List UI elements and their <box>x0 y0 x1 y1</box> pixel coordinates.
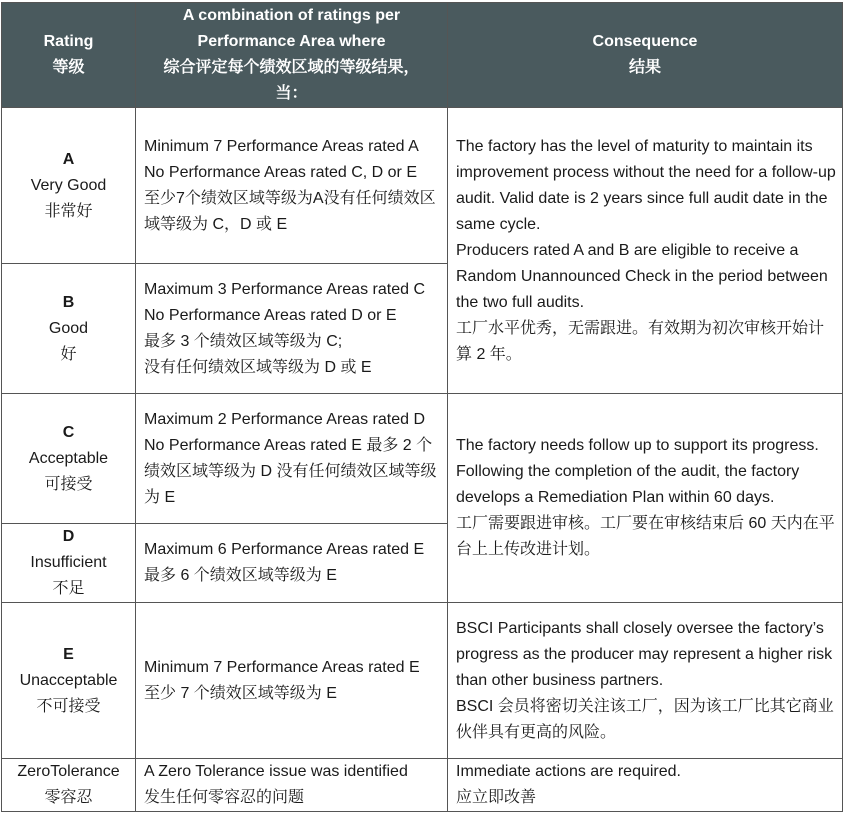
rating-name-en: Insufficient <box>30 554 107 571</box>
rating-name-cn: 好 <box>60 345 77 363</box>
rating-name-en: Good <box>48 319 89 337</box>
combination-text-cn: 最多 2 个绩效区域等级为 D 没有任何绩效区域等级为 E <box>144 436 437 506</box>
combination-text-en2: No Performance Areas rated D or E <box>144 306 397 324</box>
header-combination-cn2: 当： <box>275 85 308 102</box>
combination-cell-c <box>136 394 448 524</box>
consequence-zt-cn: 应立即改善 <box>456 789 537 806</box>
header-consequence-en: Consequence <box>592 33 698 50</box>
combination-text-en1: Maximum 2 Performance Areas rated D <box>144 410 425 428</box>
combination-text-en1: Minimum 7 Performance Areas rated E <box>144 658 420 676</box>
rating-table <box>1 2 843 812</box>
combination-cell-d <box>136 524 448 603</box>
consequence-zt-en: Immediate actions are required. <box>456 763 681 780</box>
header-combination <box>136 3 448 108</box>
rating-code: C <box>62 423 75 441</box>
rating-cell-c <box>2 394 136 524</box>
consequence-cd-en: The factory needs follow up to support its progress. Following the completion of the audit, the factory develops a Remediation Plan within 60 days. <box>456 437 819 506</box>
combination-cell-zero-tolerance <box>136 759 448 812</box>
rating-name-cn: 可接受 <box>44 475 93 493</box>
rating-name-cn: 不足 <box>52 580 85 597</box>
rating-cell-e <box>2 603 136 759</box>
rating-name-cn: 非常好 <box>44 202 93 220</box>
consequence-ab-en1: The factory has the level of maturity to maintain its improvement process without the need for a follow-up audit. Valid date is 2 years since full audit date in the same cycle. <box>456 137 836 233</box>
table-row-a <box>2 108 843 264</box>
header-rating-en: Rating <box>43 33 94 50</box>
rating-name-cn: 零容忍 <box>44 789 93 806</box>
combination-text-cn1: 最多 3 个绩效区域等级为 C; <box>144 332 343 350</box>
rating-cell-zero-tolerance <box>2 759 136 812</box>
combination-text-en1: Maximum 6 Performance Areas rated E <box>144 541 425 558</box>
header-rating-cn: 等级 <box>52 59 85 76</box>
rating-name-en: Acceptable <box>28 449 109 467</box>
table-row-zero-tolerance <box>2 759 843 812</box>
combination-text-en2: No Performance Areas rated C, D or E <box>144 163 417 181</box>
rating-code: E <box>63 645 74 663</box>
consequence-cell-zero-tolerance <box>448 759 843 812</box>
rating-cell-b <box>2 264 136 394</box>
consequence-ab-en2: Producers rated A and B are eligible to receive a Random Unannounced Check in the period between the two full audits. <box>456 241 828 311</box>
header-rating <box>2 3 136 108</box>
combination-cell-b <box>136 264 448 394</box>
rating-name-en: Unacceptable <box>19 671 118 689</box>
header-combination-line1: A combination of ratings per <box>182 7 401 24</box>
consequence-e-en: BSCI Participants shall closely oversee the factory’s progress as the producer may represent a higher risk than other business partners. <box>456 619 833 689</box>
rating-code: D <box>62 528 75 545</box>
rating-code: A <box>62 150 75 168</box>
rating-name-cn: 不可接受 <box>36 697 101 715</box>
consequence-ab-cn: 工厂水平优秀，无需跟进。有效期为初次审核开始计算 2 年。 <box>456 319 825 363</box>
combination-text-cn: 至少7个绩效区域等级为A没有任何绩效区域等级为 C，D 或 E <box>144 189 436 233</box>
rating-name-en: ZeroTolerance <box>17 763 120 780</box>
header-consequence <box>448 3 843 108</box>
consequence-e-cn: BSCI 会员将密切关注该工厂，因为该工厂比其它商业伙伴具有更高的风险。 <box>456 697 834 741</box>
consequence-cell-ab <box>448 108 843 394</box>
header-consequence-cn: 结果 <box>628 59 661 76</box>
combination-text-cn: 至少 7 个绩效区域等级为 E <box>144 684 337 702</box>
header-combination-line2: Performance Area where <box>197 33 386 50</box>
combination-text-cn: 最多 6 个绩效区域等级为 E <box>144 567 337 584</box>
combination-text-en1: Minimum 7 Performance Areas rated A <box>144 137 419 155</box>
rating-cell-d <box>2 524 136 603</box>
header-row <box>2 3 843 108</box>
rating-code: B <box>62 293 75 311</box>
table-row-e <box>2 603 843 759</box>
rating-name-en: Very Good <box>30 176 107 194</box>
combination-text-en1: Maximum 3 Performance Areas rated C <box>144 280 425 298</box>
consequence-cell-cd <box>448 394 843 603</box>
combination-cell-e <box>136 603 448 759</box>
combination-text-en1: A Zero Tolerance issue was identified <box>144 763 408 780</box>
header-combination-cn1: 综合评定每个绩效区域的等级结果， <box>163 59 420 76</box>
combination-cell-a <box>136 108 448 264</box>
combination-text-cn: 发生任何零容忍的问题 <box>144 789 305 806</box>
combination-text-cn2: 没有任何绩效区域等级为 D 或 E <box>144 358 372 376</box>
table-row-c <box>2 394 843 524</box>
consequence-cd-cn: 工厂需要跟进审核。工厂要在审核结束后 60 天内在平台上上传改进计划。 <box>456 515 835 558</box>
consequence-cell-e <box>448 603 843 759</box>
combination-text-en2: No Performance Areas rated E <box>144 436 362 454</box>
rating-cell-a <box>2 108 136 264</box>
